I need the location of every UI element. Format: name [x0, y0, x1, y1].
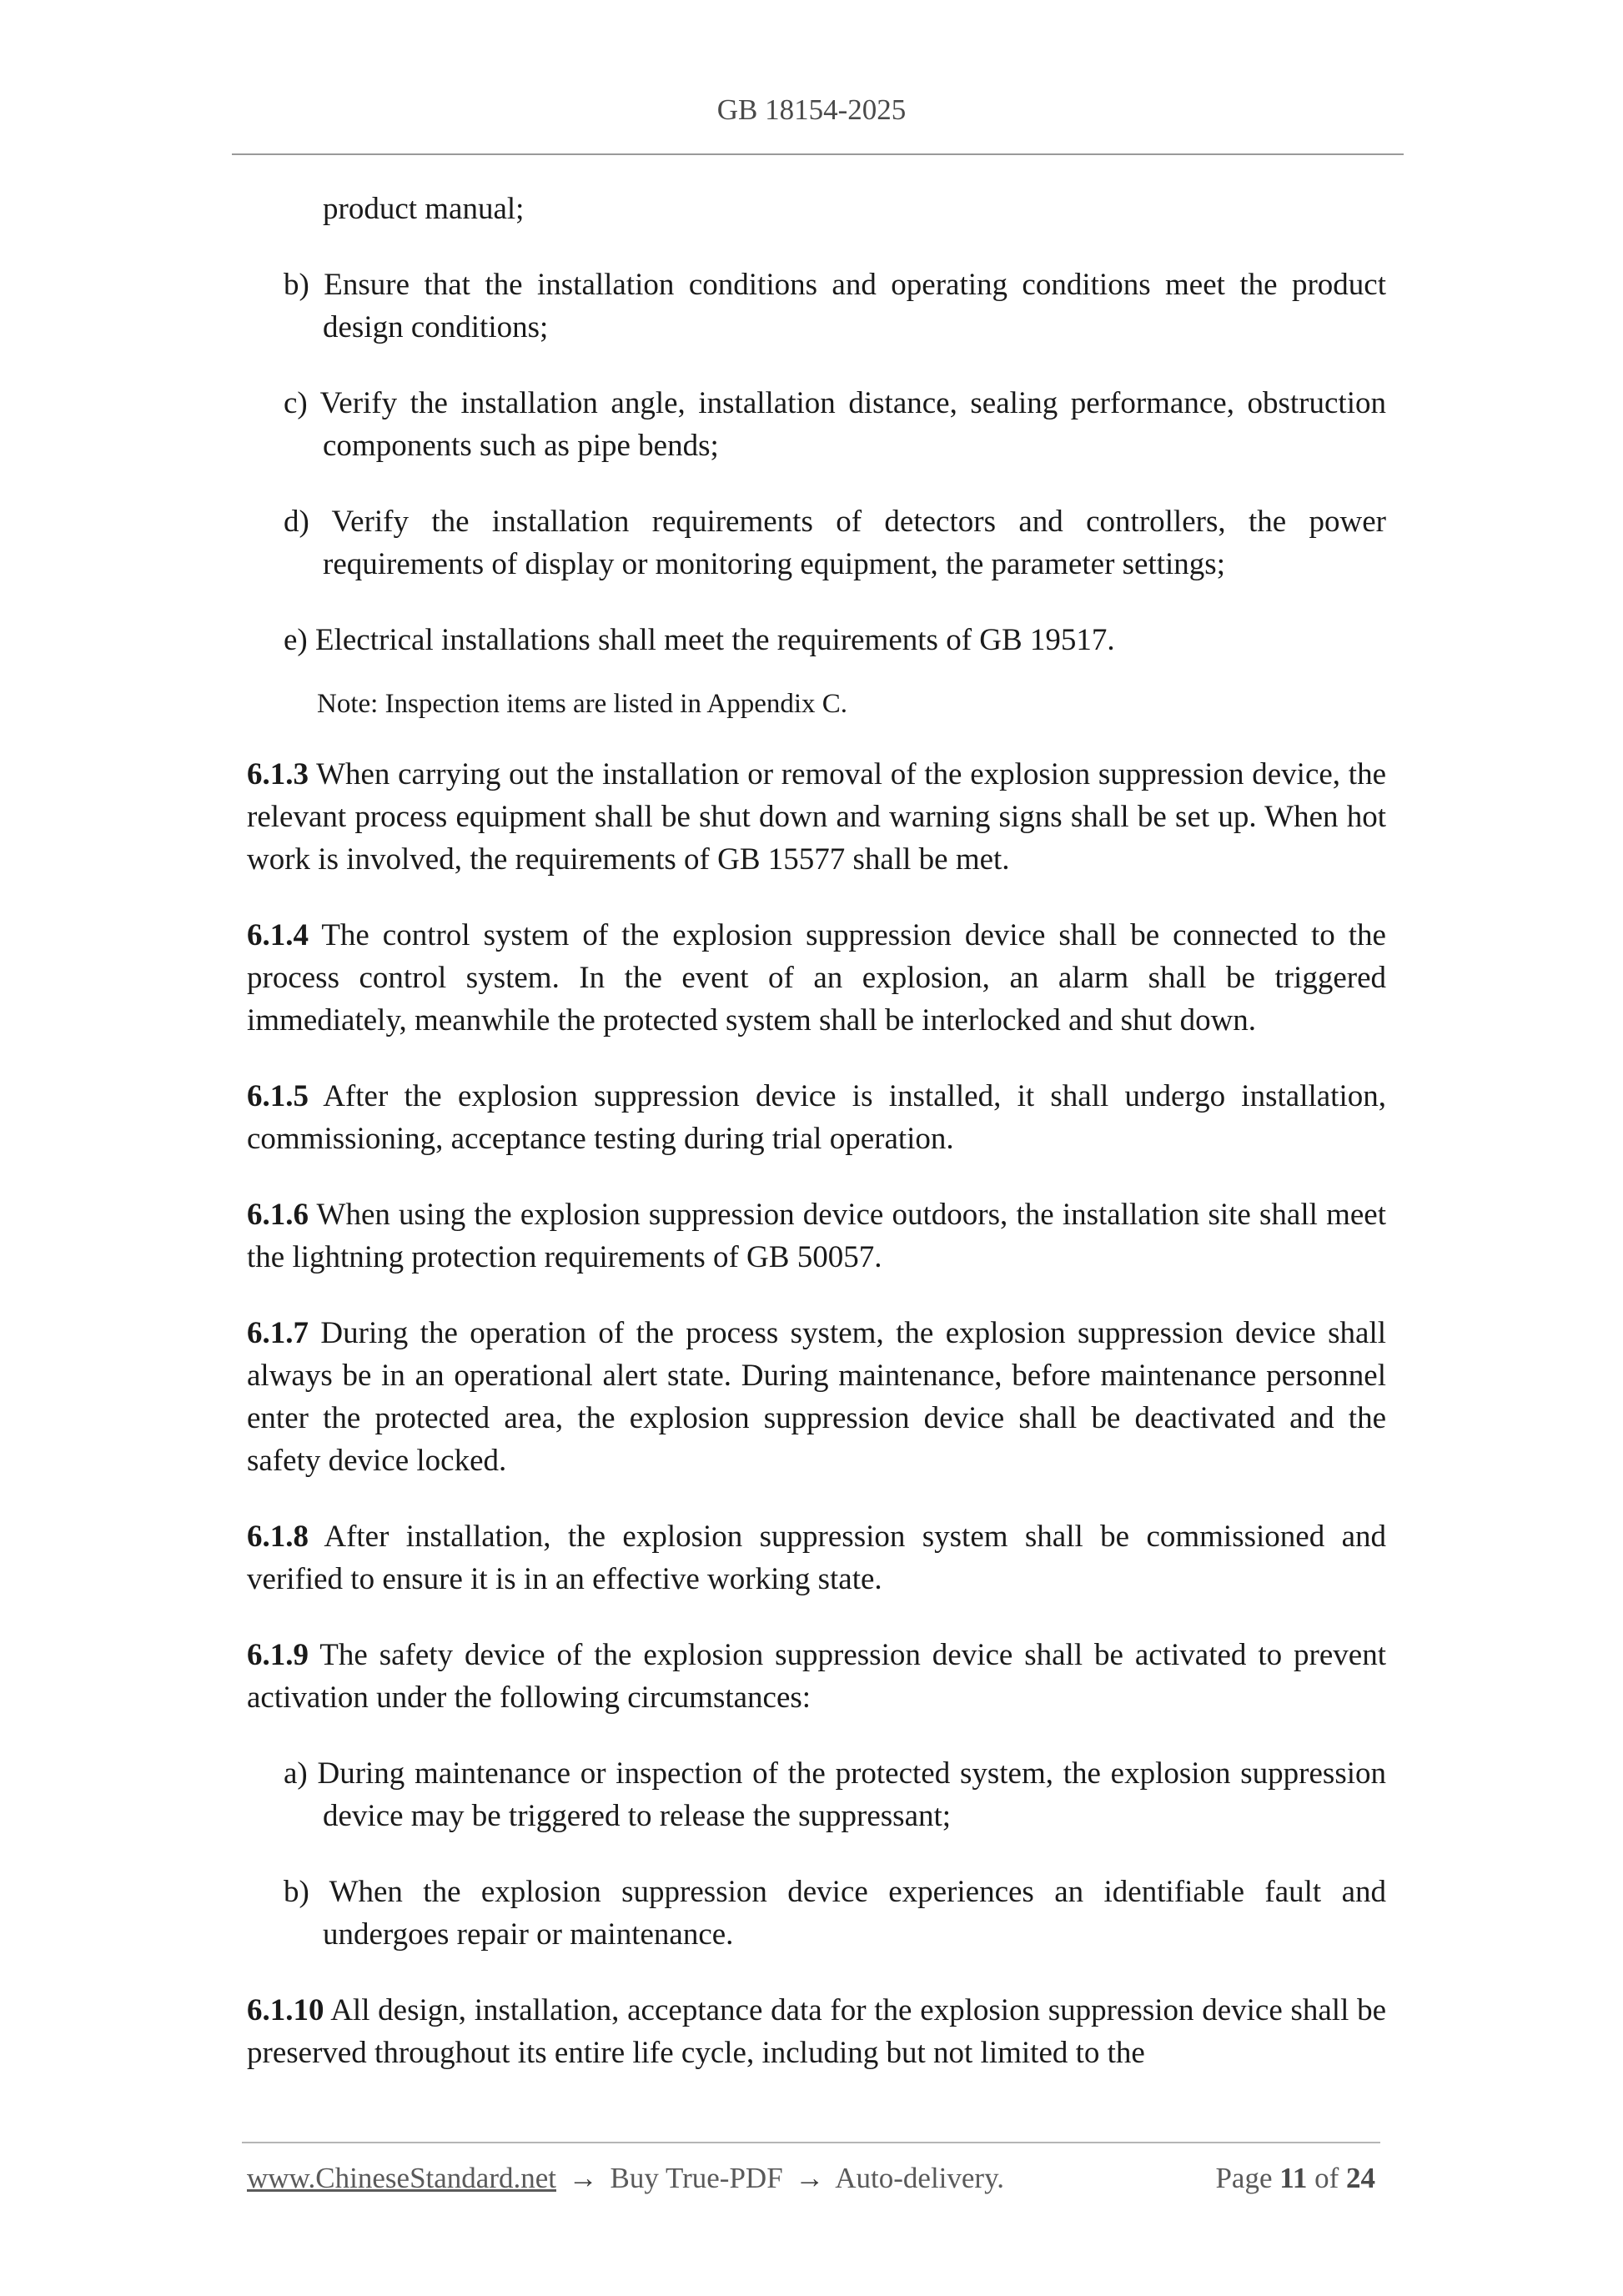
page-content — [247, 188, 1386, 2108]
list-item — [284, 382, 1386, 467]
note-text: Note: Inspection items are listed in Appendix C. — [317, 689, 848, 719]
clause-number: 6.1.9 — [247, 1638, 309, 1672]
list-item-label: b) — [284, 268, 309, 302]
clause-number: 6.1.4 — [247, 918, 309, 952]
clause-paragraph — [247, 1989, 1386, 2074]
list-item-label: b) — [284, 1875, 309, 1909]
clause-number: 6.1.10 — [247, 1993, 324, 2027]
clause-text: All design, installation, acceptance data for the explosion suppression device shall be preserved throughout its entire life cycle, including but not limited to the — [247, 1993, 1386, 2070]
footer-links — [247, 2162, 1004, 2195]
page-label: Page — [1215, 2162, 1273, 2194]
clause-number: 6.1.3 — [247, 757, 309, 791]
list-item — [284, 500, 1386, 585]
list-item-text: Verify the installation angle, installation distance, sealing performance, obstruction components such as pipe bends; — [319, 386, 1386, 463]
list-item — [284, 1871, 1386, 1956]
clause-paragraph — [247, 1075, 1386, 1160]
list-item-text: Verify the installation requirements of detectors and controllers, the power requirements of display or monitoring equipment, the parameter settings; — [323, 505, 1386, 581]
list-item-text: When the explosion suppression device experiences an identifiable fault and undergoes repair or maintenance. — [323, 1875, 1386, 1952]
clause-paragraph — [247, 1515, 1386, 1600]
total-pages-number: 24 — [1346, 2162, 1375, 2194]
clause-paragraph — [247, 753, 1386, 881]
page-indicator — [1215, 2162, 1375, 2195]
continued-list-text: product manual; — [323, 192, 525, 226]
list-item-label: d) — [284, 505, 309, 539]
list-item-text: During maintenance or inspection of the protected system, the explosion suppression device may be triggered to release the suppressant; — [317, 1756, 1386, 1833]
page-footer — [247, 2162, 1375, 2195]
auto-delivery-text: Auto-delivery. — [835, 2162, 1005, 2194]
clause-number: 6.1.8 — [247, 1520, 309, 1554]
clause-text: When carrying out the installation or removal of the explosion suppression device, the relevant process equipment shall be shut down and warning signs shall be set up. When hot work is involved, the requirements of GB 15577 shall be met. — [247, 757, 1386, 877]
arrow-right-icon: → — [568, 2162, 598, 2194]
list-item-label: e) — [284, 623, 308, 657]
clause-text: When using the explosion suppression device outdoors, the installation site shall meet the lightning protection requirements of GB 50057. — [247, 1198, 1386, 1274]
clause-text: During the operation of the process system, the explosion suppression device shall always be in an operational alert state. During maintenance, before maintenance personnel enter the protected area, the explosion suppression device shall be deactivated and the safety device locked. — [247, 1316, 1387, 1478]
buy-pdf-text: Buy True-PDF — [610, 2162, 783, 2194]
clause-number: 6.1.7 — [247, 1316, 309, 1350]
clause-paragraph — [247, 1634, 1386, 1719]
clause-number: 6.1.6 — [247, 1198, 309, 1232]
header-divider — [232, 153, 1404, 155]
document-header-title: GB 18154-2025 — [716, 93, 907, 126]
list-item — [284, 1752, 1386, 1837]
clause-paragraph — [247, 914, 1386, 1042]
list-item — [284, 264, 1386, 349]
clause-paragraph — [247, 1193, 1386, 1279]
arrow-right-icon: → — [795, 2162, 825, 2194]
clause-text: The control system of the explosion suppression device shall be connected to the process control system. In the event of an explosion, an alarm shall be triggered immediately, meanwhile the protected system shall be interlocked and shut down. — [247, 918, 1386, 1037]
current-page-number: 11 — [1279, 2162, 1308, 2194]
clause-text: After the explosion suppression device is installed, it shall undergo installation, commissioning, acceptance testing during trial operation. — [247, 1079, 1386, 1156]
list-item-text: Ensure that the installation conditions and operating conditions meet the product design conditions; — [323, 268, 1387, 344]
clause-text: The safety device of the explosion suppression device shall be activated to prevent activation under the following circumstances: — [247, 1638, 1386, 1715]
list-item-label: c) — [284, 386, 308, 420]
list-item-text: Electrical installations shall meet the requirements of GB 19517. — [315, 623, 1115, 657]
footer-divider — [242, 2142, 1380, 2143]
clause-paragraph — [247, 1312, 1386, 1482]
website-link[interactable]: www.ChineseStandard.net — [247, 2162, 556, 2194]
of-label: of — [1314, 2162, 1339, 2194]
list-item — [284, 619, 1386, 661]
clause-number: 6.1.5 — [247, 1079, 309, 1113]
list-item-label: a) — [284, 1756, 308, 1791]
clause-text: After installation, the explosion suppression system shall be commissioned and verified to ensure it is in an effective working state. — [247, 1520, 1386, 1596]
